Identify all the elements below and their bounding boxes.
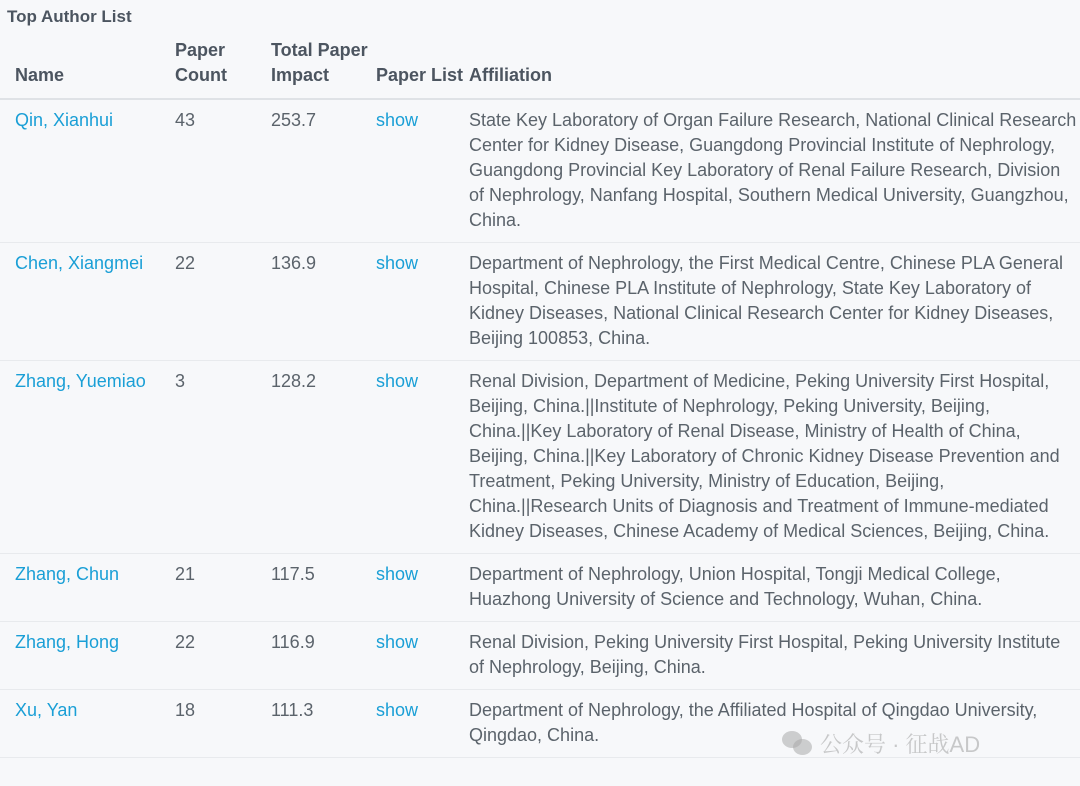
column-header-label: Paper List xyxy=(376,65,464,85)
paper-count-cell: 3 xyxy=(175,361,271,554)
paper-list-cell xyxy=(376,690,469,758)
table-header-row xyxy=(0,38,1080,99)
author-name-link[interactable]: Zhang, Chun xyxy=(15,564,120,584)
paper-list-cell xyxy=(376,99,469,243)
author-name-cell xyxy=(0,690,175,758)
show-papers-link[interactable]: show xyxy=(376,632,419,652)
table-row xyxy=(0,99,1080,243)
table-row xyxy=(0,554,1080,622)
show-papers-link[interactable]: show xyxy=(376,371,419,391)
paper-list-cell xyxy=(376,622,469,690)
watermark-text: 公众号 · 征战AD xyxy=(820,732,981,757)
author-name-link[interactable]: Chen, Xiangmei xyxy=(15,253,144,273)
paper-list-cell xyxy=(376,554,469,622)
affiliation-cell: Renal Division, Peking University First Hospital, Peking University Institute of Nephrology, Beijing, China. xyxy=(469,622,1080,690)
paper-list-cell xyxy=(376,361,469,554)
table-row xyxy=(0,622,1080,690)
show-papers-link[interactable]: show xyxy=(376,110,419,130)
table-row xyxy=(0,690,1080,758)
show-papers-link[interactable]: show xyxy=(376,253,419,273)
page-title: Top Author List xyxy=(7,7,132,26)
column-header-paper-list[interactable] xyxy=(376,38,469,99)
affiliation-cell: State Key Laboratory of Organ Failure Research, National Clinical Research Center for Kidney Disease, Guangdong Provincial Institute of Nephrology, Guangdong Provincial Key Laboratory of Renal Failure Research, Division of Nephrology, Nanfang Hospital, Southern Medical University, Guangzhou, China. xyxy=(469,99,1080,243)
affiliation-cell: Department of Nephrology, the First Medical Centre, Chinese PLA General Hospital, Chinese PLA Institute of Nephrology, State Key Laboratory of Kidney Diseases, National Clinical Research Center for Kidney Diseases, Beijing 100853, China. xyxy=(469,243,1080,361)
column-header-name[interactable]: Name xyxy=(0,38,175,99)
affiliation-cell: Department of Nephrology, Union Hospital, Tongji Medical College, Huazhong University of Science and Technology, Wuhan, China. xyxy=(469,554,1080,622)
column-header-label: Total Paper Impact xyxy=(271,40,368,85)
author-name-cell xyxy=(0,243,175,361)
paper-impact-cell: 128.2 xyxy=(271,361,376,554)
paper-impact-cell: 117.5 xyxy=(271,554,376,622)
author-name-cell xyxy=(0,622,175,690)
column-header-label: Paper Count xyxy=(175,40,227,85)
table-row xyxy=(0,361,1080,554)
author-name-cell xyxy=(0,99,175,243)
paper-count-cell: 22 xyxy=(175,243,271,361)
author-table xyxy=(0,38,1080,758)
show-papers-link[interactable]: show xyxy=(376,700,419,720)
affiliation-cell: Renal Division, Department of Medicine, Peking University First Hospital, Beijing, China.||Institute of Nephrology, Peking University, Beijing, China.||Key Laboratory of Renal Disease, Ministry of Health of China, Beijing, China.||Key Laboratory of Chronic Kidney Disease Prevention and Treatment, Peking University, Ministry of Education, Beijing, China.||Research Units of Diagnosis and Treatment of Immune-mediated Kidney Diseases, Chinese Academy of Medical Sciences, Beijing, China. xyxy=(469,361,1080,554)
show-papers-link[interactable]: show xyxy=(376,564,419,584)
paper-count-cell: 21 xyxy=(175,554,271,622)
author-name-cell xyxy=(0,361,175,554)
column-header-paper-count[interactable] xyxy=(175,38,271,99)
paper-list-cell xyxy=(376,243,469,361)
author-name-link[interactable]: Qin, Xianhui xyxy=(15,110,114,130)
paper-impact-cell: 111.3 xyxy=(271,690,376,758)
author-name-cell xyxy=(0,554,175,622)
column-header-affiliation[interactable]: Affiliation xyxy=(469,38,1080,99)
table-row xyxy=(0,243,1080,361)
column-header-total-paper-impact[interactable] xyxy=(271,38,376,99)
author-name-link[interactable]: Zhang, Yuemiao xyxy=(15,371,146,391)
paper-impact-cell: 136.9 xyxy=(271,243,376,361)
paper-impact-cell: 253.7 xyxy=(271,99,376,243)
author-name-link[interactable]: Xu, Yan xyxy=(15,700,78,720)
affiliation-cell: Department of Nephrology, the Affiliated Hospital of Qingdao University, Qingdao, China. xyxy=(469,690,1080,758)
paper-count-cell: 18 xyxy=(175,690,271,758)
author-name-link[interactable]: Zhang, Hong xyxy=(15,632,120,652)
paper-impact-cell: 116.9 xyxy=(271,622,376,690)
paper-count-cell: 22 xyxy=(175,622,271,690)
paper-count-cell: 43 xyxy=(175,99,271,243)
